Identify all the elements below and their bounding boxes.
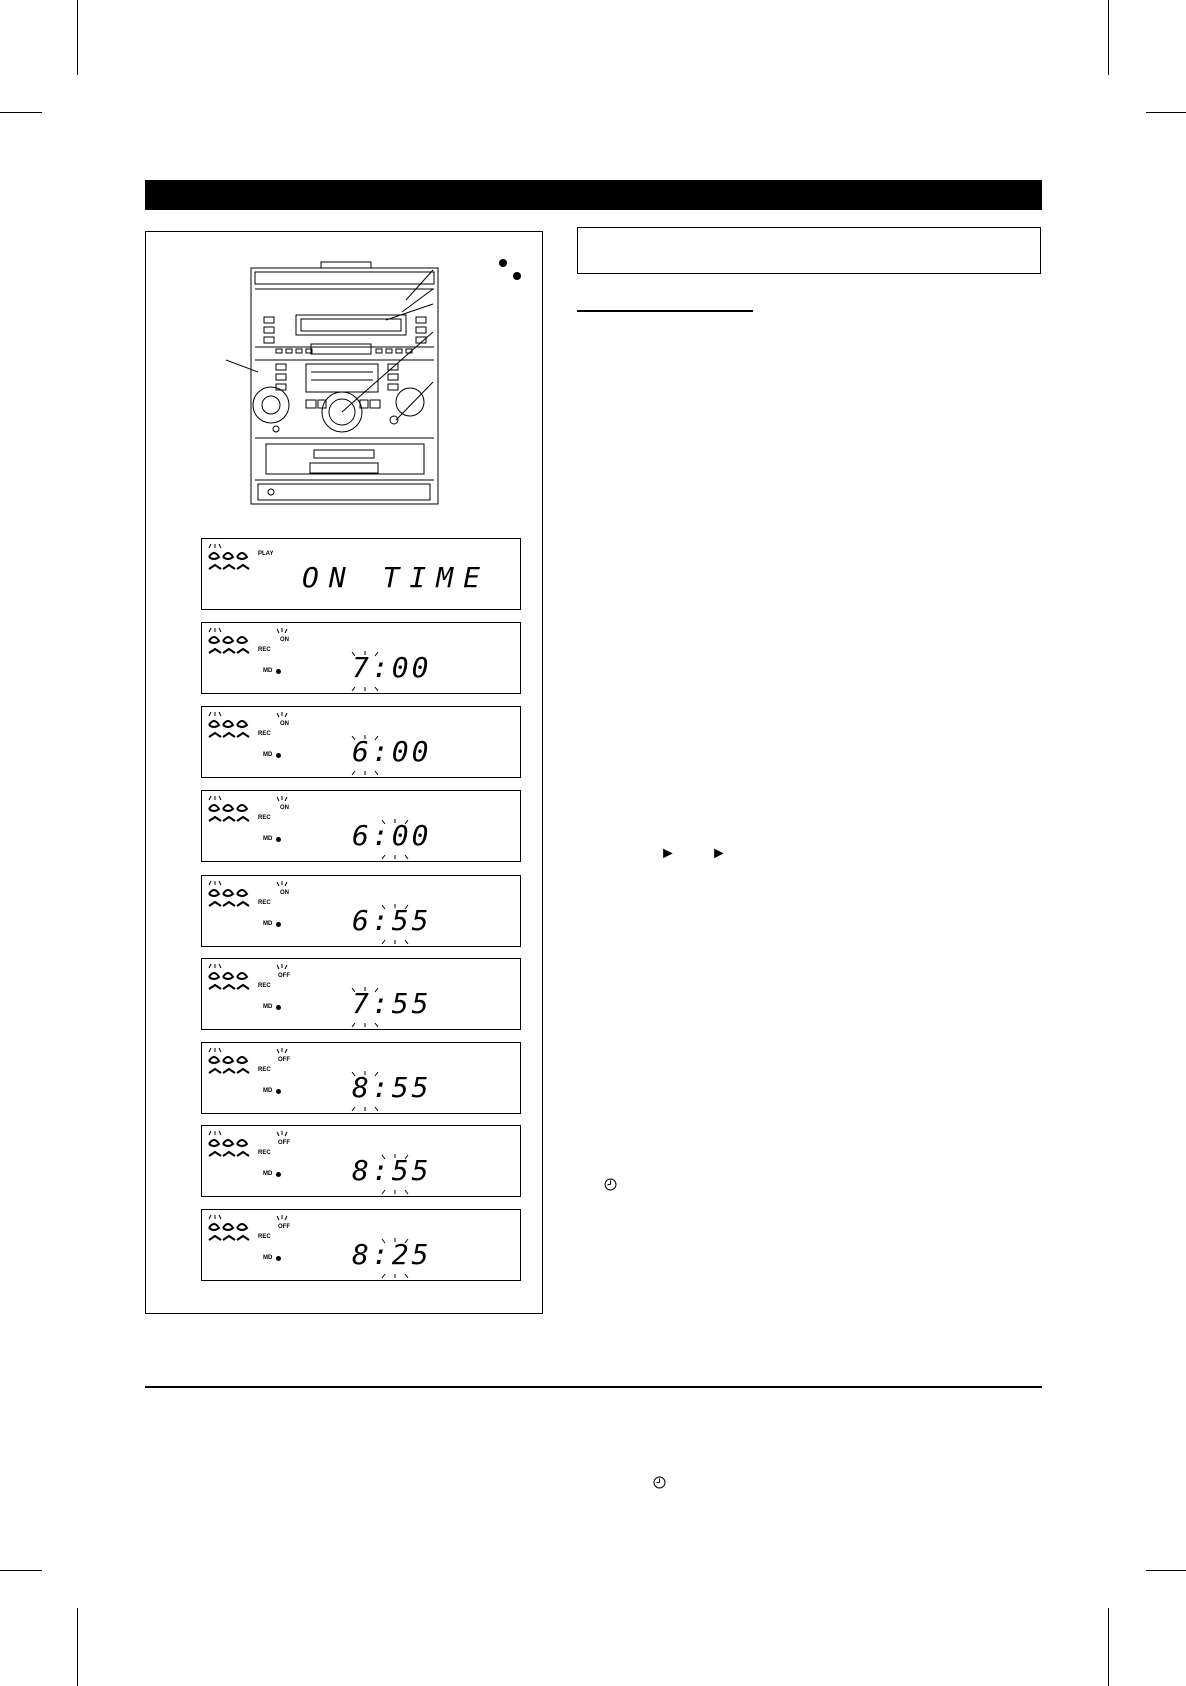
record-dot-icon <box>276 753 281 758</box>
lcd-md-label: MD <box>263 921 273 927</box>
crop-mark-bottom-right-v <box>1108 1608 1109 1686</box>
record-dot-icon <box>276 669 281 674</box>
lcd-display <box>201 958 521 1030</box>
section-header-bar <box>145 180 1042 210</box>
lcd-readout: 7:55 <box>352 987 432 1020</box>
lcd-on-off-flag: ON <box>280 721 289 727</box>
timer-clock-icon-footer <box>653 1476 666 1489</box>
lcd-display <box>201 538 521 610</box>
crop-mark-top-right-v <box>1108 0 1109 75</box>
lcd-on-off-flag: OFF <box>278 1057 290 1063</box>
crop-mark-top-left-h <box>0 112 42 113</box>
lcd-md-label: MD <box>263 1004 273 1010</box>
lcd-on-off-flag: ON <box>280 890 289 896</box>
lcd-readout: 8:55 <box>352 1154 432 1187</box>
record-dot-icon <box>276 1005 281 1010</box>
lcd-display <box>201 1125 521 1197</box>
lcd-readout: ON TIME <box>302 561 491 594</box>
lcd-md-label: MD <box>263 1255 273 1261</box>
lcd-on-off-flag: OFF <box>278 1140 290 1146</box>
lcd-display <box>201 790 521 862</box>
lcd-md-label: MD <box>263 836 273 842</box>
lcd-mode-indicator: REC <box>258 983 271 989</box>
lcd-display <box>201 875 521 947</box>
record-dot-icon-2 <box>513 272 521 280</box>
lcd-display <box>201 706 521 778</box>
crop-mark-top-right-h <box>1146 112 1186 113</box>
lcd-mode-indicator: REC <box>258 900 271 906</box>
lcd-readout: 7:00 <box>352 651 432 684</box>
lcd-readout: 6:55 <box>352 904 432 937</box>
record-dot-icon <box>276 1172 281 1177</box>
footer-rule <box>145 1386 1042 1388</box>
lcd-mode-indicator: PLAY <box>258 551 274 557</box>
lcd-md-label: MD <box>263 1171 273 1177</box>
play-arrow-icon-2: ► <box>711 845 727 862</box>
crop-mark-bottom-left-v <box>77 1608 78 1686</box>
lcd-mode-indicator: REC <box>258 731 271 737</box>
lcd-md-label: MD <box>263 752 273 758</box>
lcd-md-label: MD <box>263 1088 273 1094</box>
lcd-display <box>201 622 521 694</box>
lcd-on-off-flag: ON <box>280 805 289 811</box>
lcd-mode-indicator: REC <box>258 815 271 821</box>
note-box <box>577 227 1041 274</box>
lcd-display <box>201 1209 521 1281</box>
record-dot-icon <box>276 1256 281 1261</box>
lcd-on-off-flag: OFF <box>278 1224 290 1230</box>
illustration-panel <box>145 231 543 1314</box>
record-dot-icon <box>276 1089 281 1094</box>
lcd-readout: 6:00 <box>352 819 432 852</box>
lcd-mode-indicator: REC <box>258 647 271 653</box>
lcd-mode-indicator: REC <box>258 1234 271 1240</box>
crop-mark-bottom-left-h <box>0 1570 42 1571</box>
record-dot-icon <box>499 259 507 267</box>
timer-clock-icon <box>604 1178 617 1191</box>
stereo-system-illustration <box>146 232 542 522</box>
record-dot-icon <box>276 837 281 842</box>
crop-mark-top-left-v <box>77 0 78 75</box>
lcd-display <box>201 1042 521 1114</box>
crop-mark-bottom-right-h <box>1146 1570 1186 1571</box>
record-dot-icon <box>276 922 281 927</box>
lcd-readout: 8:55 <box>352 1071 432 1104</box>
play-arrow-icon: ► <box>660 845 676 862</box>
lcd-on-off-flag: OFF <box>278 973 290 979</box>
lcd-readout: 8:25 <box>352 1238 432 1271</box>
lcd-readout: 6:00 <box>352 735 432 768</box>
lcd-md-label: MD <box>263 668 273 674</box>
subheading-underline <box>577 310 753 312</box>
lcd-mode-indicator: REC <box>258 1067 271 1073</box>
lcd-mode-indicator: REC <box>258 1150 271 1156</box>
lcd-on-off-flag: ON <box>280 637 289 643</box>
